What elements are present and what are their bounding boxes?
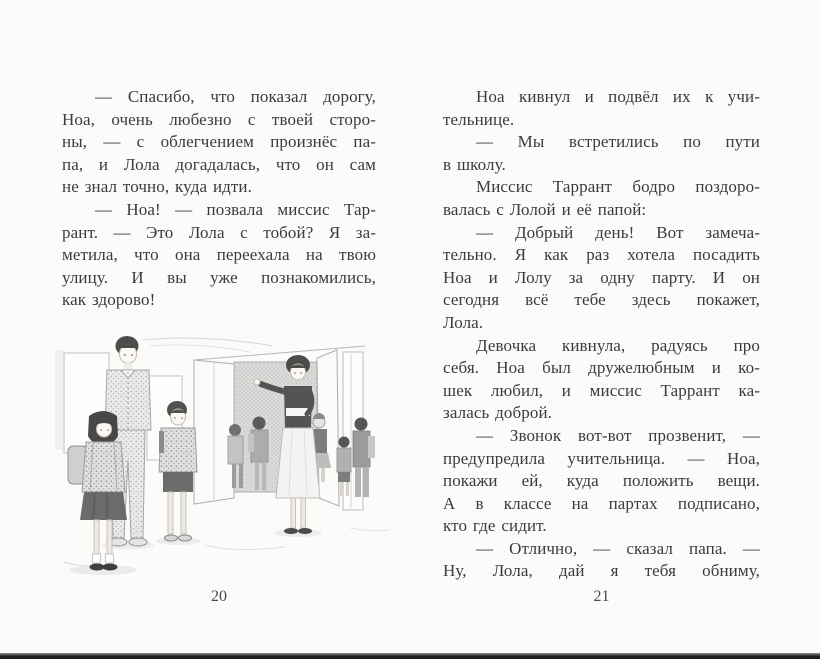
right-page-number: 21 (593, 588, 610, 605)
text-line: Лола. (443, 312, 484, 332)
text-line: — Ноа! — позвала миссис Тар- (95, 199, 376, 219)
text-line: предупредила учительница. — Ноа, (443, 448, 760, 468)
left-page-text (62, 86, 376, 312)
scan-edge-bar (0, 653, 820, 659)
text-line: — Спасибо, что показал дорогу, (95, 87, 376, 106)
text-line: валась с Лолой и её папой: (443, 199, 647, 219)
text-line: не знал точно, куда идти. (62, 177, 252, 197)
text-line: тельнице. (443, 109, 515, 129)
text-line: метила, что она переехала на твою (62, 245, 376, 265)
text-line: Миссис Таррант бодро поздоро- (476, 177, 760, 197)
text-line: — Звонок вот-вот прозвенит, — (476, 425, 760, 445)
text-line: — Отлично, — сказал папа. — (476, 538, 760, 558)
text-line: как здорово! (62, 290, 156, 310)
left-page-number: 20 (211, 588, 227, 605)
text-line: рант. — Это Лола с тобой? Я за- (62, 222, 376, 242)
text-line: Ноа и Лолу за одну парту. И он (443, 267, 760, 287)
text-line: залась доброй. (443, 403, 553, 423)
text-line: улицу. И вы уже познакомились, (62, 267, 376, 287)
text-line: Ноа кивнул и подвёл их к учи- (476, 87, 760, 106)
text-line: шек любил, и миссис Таррант ка- (443, 380, 760, 400)
text-line: Ноа, очень любезно с твоей сторо- (62, 109, 376, 129)
text-line: — Добрый день! Вот замеча- (476, 222, 760, 242)
text-line: — Мы встретились по пути (476, 132, 760, 152)
text-line: кто где сидит. (443, 516, 547, 536)
text-line: сегодня всё тебе здесь покажет, (443, 290, 760, 310)
text-line: Ну, Лола, дай я тебя обниму, (443, 561, 760, 581)
text-line: па, и Лола догадалась, что он сам (62, 154, 376, 174)
text-line: покажи ей, куда положить вещи. (443, 471, 760, 491)
text-line: тельно. Я как раз хотела посадить (443, 245, 760, 265)
text-line: ны, — с облегчением произнёс па- (62, 132, 376, 152)
text-line: Девочка кивнула, радуясь про (476, 335, 760, 355)
right-page-text (443, 86, 760, 583)
school-corridor-illustration (55, 330, 397, 584)
text-line: А в классе на партах подписано, (443, 493, 760, 513)
text-line: в школу. (443, 154, 506, 174)
text-line: себя. Ноа был дружелюбным и ко- (443, 358, 760, 378)
